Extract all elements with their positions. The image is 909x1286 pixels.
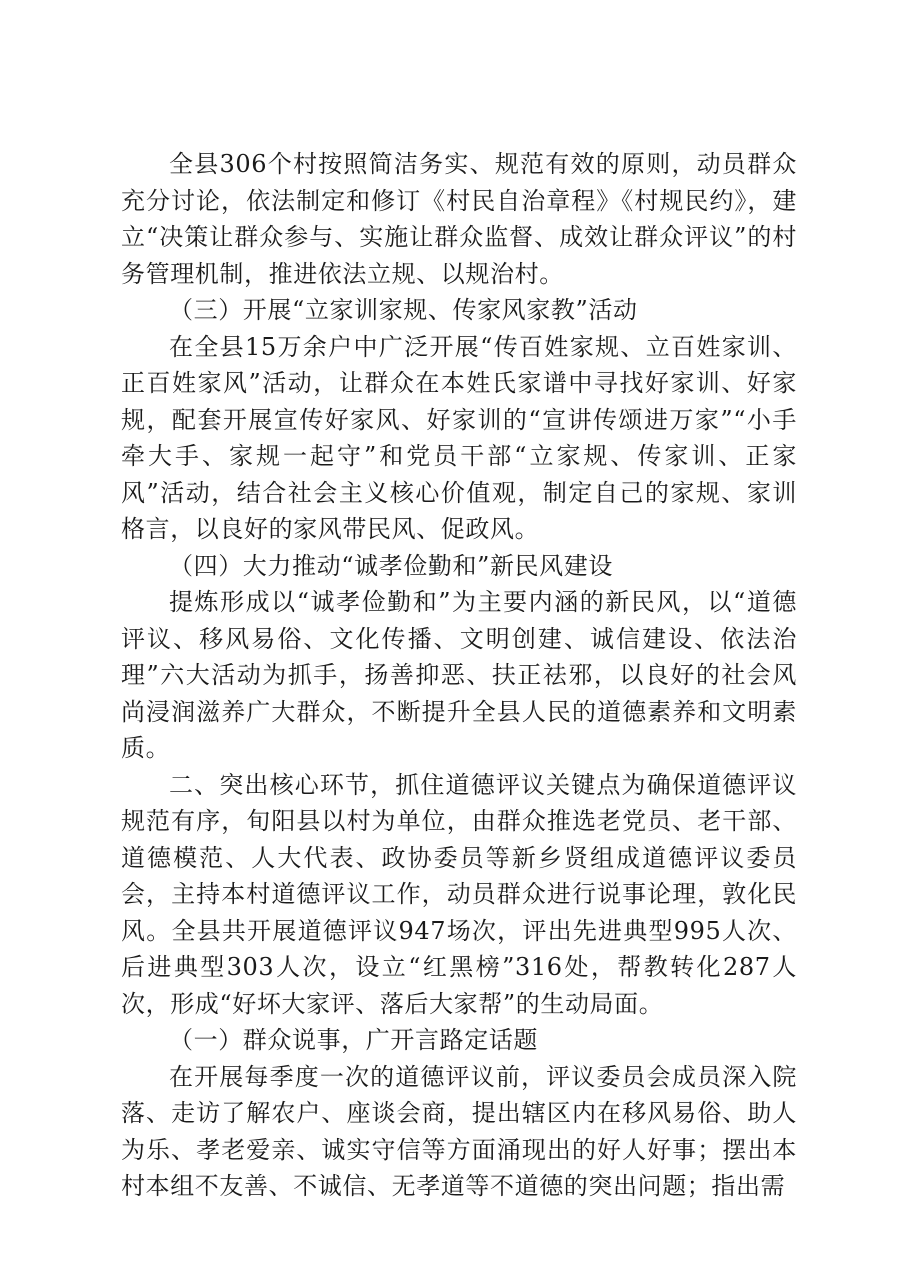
paragraph-new-folk-customs: 提炼形成以“诚孝俭勤和”为主要内涵的新民风，以“道德评议、移风易俗、文化传播、文明创建、诚信建设、依法治理”六大活动为抓手，扬善抑恶、扶正祛邪，以良好的社会风尚浸润滋养广大群众，不断提升全县人民的道德素养和文明素质。 — [121, 588, 797, 762]
paragraph-family-rules: 在全县15万余户中广泛开展“传百姓家规、立百姓家训、正百姓家风”活动，让群众在本姓氏家谱中寻找好家训、好家规，配套开展宣传好家风、好家训的“宣讲传颂进万家”“小手牵大手、家规一起守”和党员干部“立家规、传家训、正家风”活动，结合社会主义核心价值观，制定自己的家规、家训格言，以良好的家风带民风、促政风。 — [121, 332, 797, 543]
heading-public-speaking: （一）群众说事，广开言路定话题 — [169, 1026, 538, 1054]
document-body — [121, 146, 797, 1205]
paragraph-moral-review-key-point: 二、突出核心环节，抓住道德评议关键点为确保道德评议规范有序，旬阳县以村为单位，由群众推选老党员、老干部、道德模范、人大代表、政协委员等新乡贤组成道德评议委员会，主持本村道德评议工作，动员群众进行说事论理，敦化民风。全县共开展道德评议947场次，评出先进典型995人次、后进典型303人次，设立“红黑榜”316处，帮教转化287人次，形成“好坏大家评、落后大家帮”的生动局面。 — [121, 770, 797, 1018]
heading-family-rules-activity: （三）开展“立家训家规、传家风家教”活动 — [169, 296, 638, 324]
heading-new-folk-customs: （四）大力推动“诚孝俭勤和”新民风建设 — [169, 551, 613, 580]
paragraph-village-rules: 全县306个村按照简洁务实、规范有效的原则，动员群众充分讨论，依法制定和修订《村民自治章程》《村规民约》，建立“决策让群众参与、实施让群众监督、成效让群众评议”的村务管理机制，推进依法立规、以规治村。 — [121, 150, 797, 288]
paragraph-public-speaking: 在开展每季度一次的道德评议前，评议委员会成员深入院落、走访了解农户、座谈会商，提出辖区内在移风易俗、助人为乐、孝老爱亲、诚实守信等方面涌现出的好人好事；摆出本村本组不友善、不诚信、无孝道等不道德的突出问题；指出需 — [121, 1062, 797, 1200]
